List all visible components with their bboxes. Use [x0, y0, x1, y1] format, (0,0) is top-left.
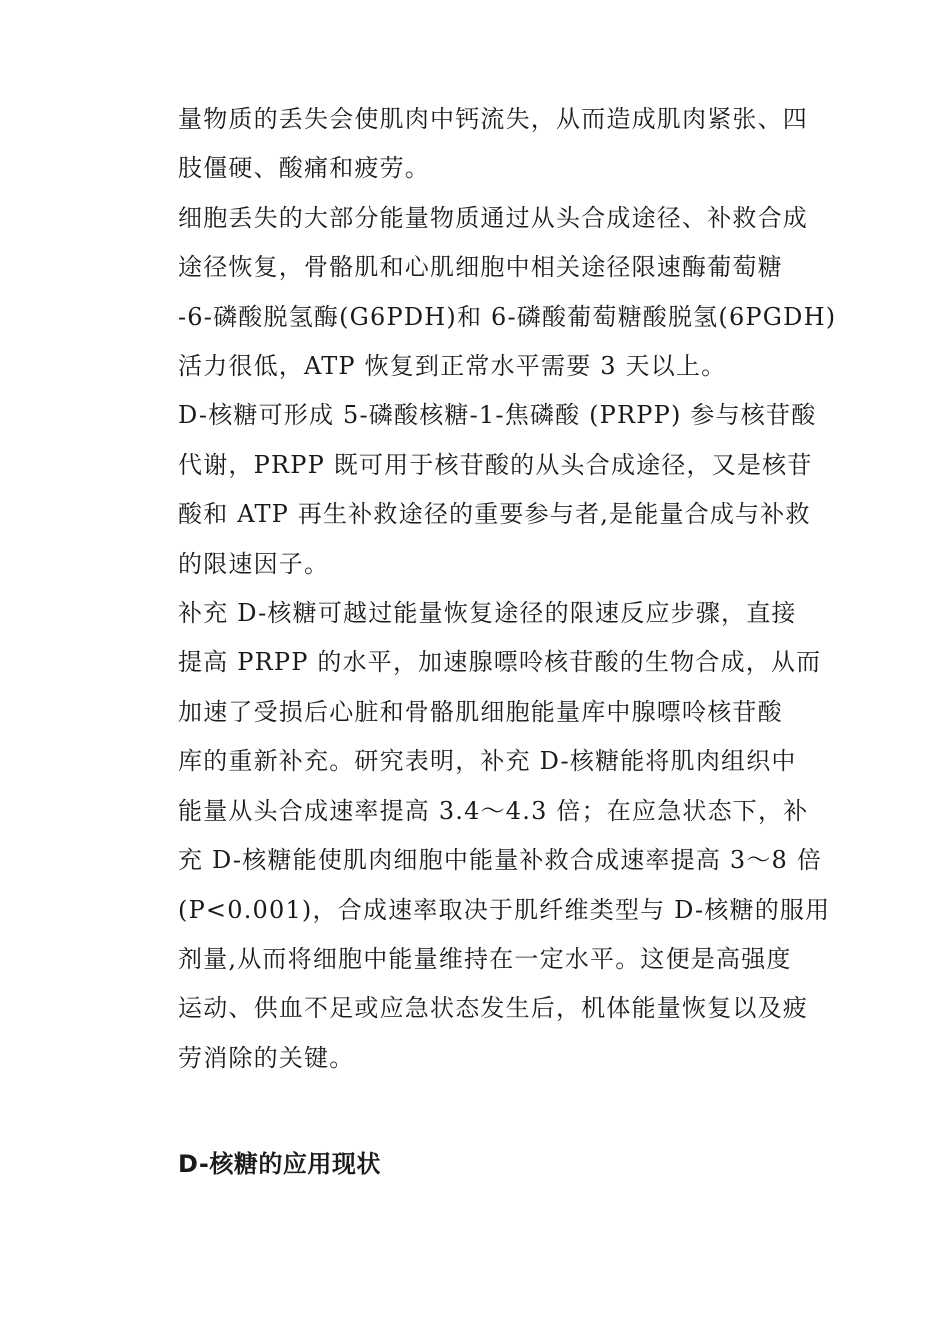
- text-line: 剂量,从而将细胞中能量维持在一定水平。这便是高强度: [178, 944, 792, 973]
- text-line: 提高 PRPP 的水平，加速腺嘌呤核苷酸的生物合成，从而: [178, 648, 822, 677]
- text-line: 加速了受损后心脏和骨骼肌细胞能量库中腺嘌呤核苷酸: [178, 697, 783, 726]
- text-line: D-核糖可形成 5-磷酸核糖-1-焦磷酸 (PRPP) 参与核苷酸: [178, 401, 817, 430]
- text-line: 酸和 ATP 再生补救途径的重要参与者,是能量合成与补救: [178, 500, 811, 529]
- paragraph-prpp: [178, 391, 818, 589]
- paragraph-calcium-loss: [178, 95, 818, 194]
- text-line: 充 D-核糖能使肌肉细胞中能量补救合成速率提高 3～8 倍: [178, 846, 823, 875]
- text-line: 活力很低，ATP 恢复到正常水平需要 3 天以上。: [178, 352, 727, 381]
- paragraph-d-ribose-supplement: [178, 589, 831, 1083]
- text-line: 能量从头合成速率提高 3.4～4.3 倍；在应急状态下，补: [178, 796, 809, 825]
- text-line: 肢僵硬、酸痛和疲劳。: [178, 154, 430, 183]
- text-line: -6-磷酸脱氢酶(G6PDH)和 6-磷酸葡萄糖酸脱氢(6PGDH): [178, 302, 837, 331]
- text-line: 代谢，PRPP 既可用于核苷酸的从头合成途径，又是核苷: [178, 450, 813, 479]
- text-line: (P<0.001)，合成速率取决于肌纤维类型与 D-核糖的服用: [178, 895, 831, 924]
- document-page: [178, 95, 837, 1178]
- text-line: 补充 D-核糖可越过能量恢复途径的限速反应步骤，直接: [178, 599, 797, 628]
- text-line: 运动、供血不足或应急状态发生后，机体能量恢复以及疲: [178, 994, 808, 1023]
- text-line: 细胞丢失的大部分能量物质通过从头合成途径、补救合成: [178, 203, 808, 232]
- text-line: 途径恢复，骨骼肌和心肌细胞中相关途径限速酶葡萄糖: [178, 253, 783, 282]
- text-line: 库的重新补充。研究表明，补充 D-核糖能将肌肉组织中: [178, 747, 797, 776]
- text-line: 劳消除的关键。: [178, 1043, 355, 1072]
- paragraph-energy-recovery: [178, 194, 837, 392]
- text-line: 量物质的丢失会使肌肉中钙流失，从而造成肌肉紧张、四: [178, 105, 808, 133]
- section-heading: D-核糖的应用现状: [178, 1150, 381, 1178]
- text-line: 的限速因子。: [178, 549, 330, 578]
